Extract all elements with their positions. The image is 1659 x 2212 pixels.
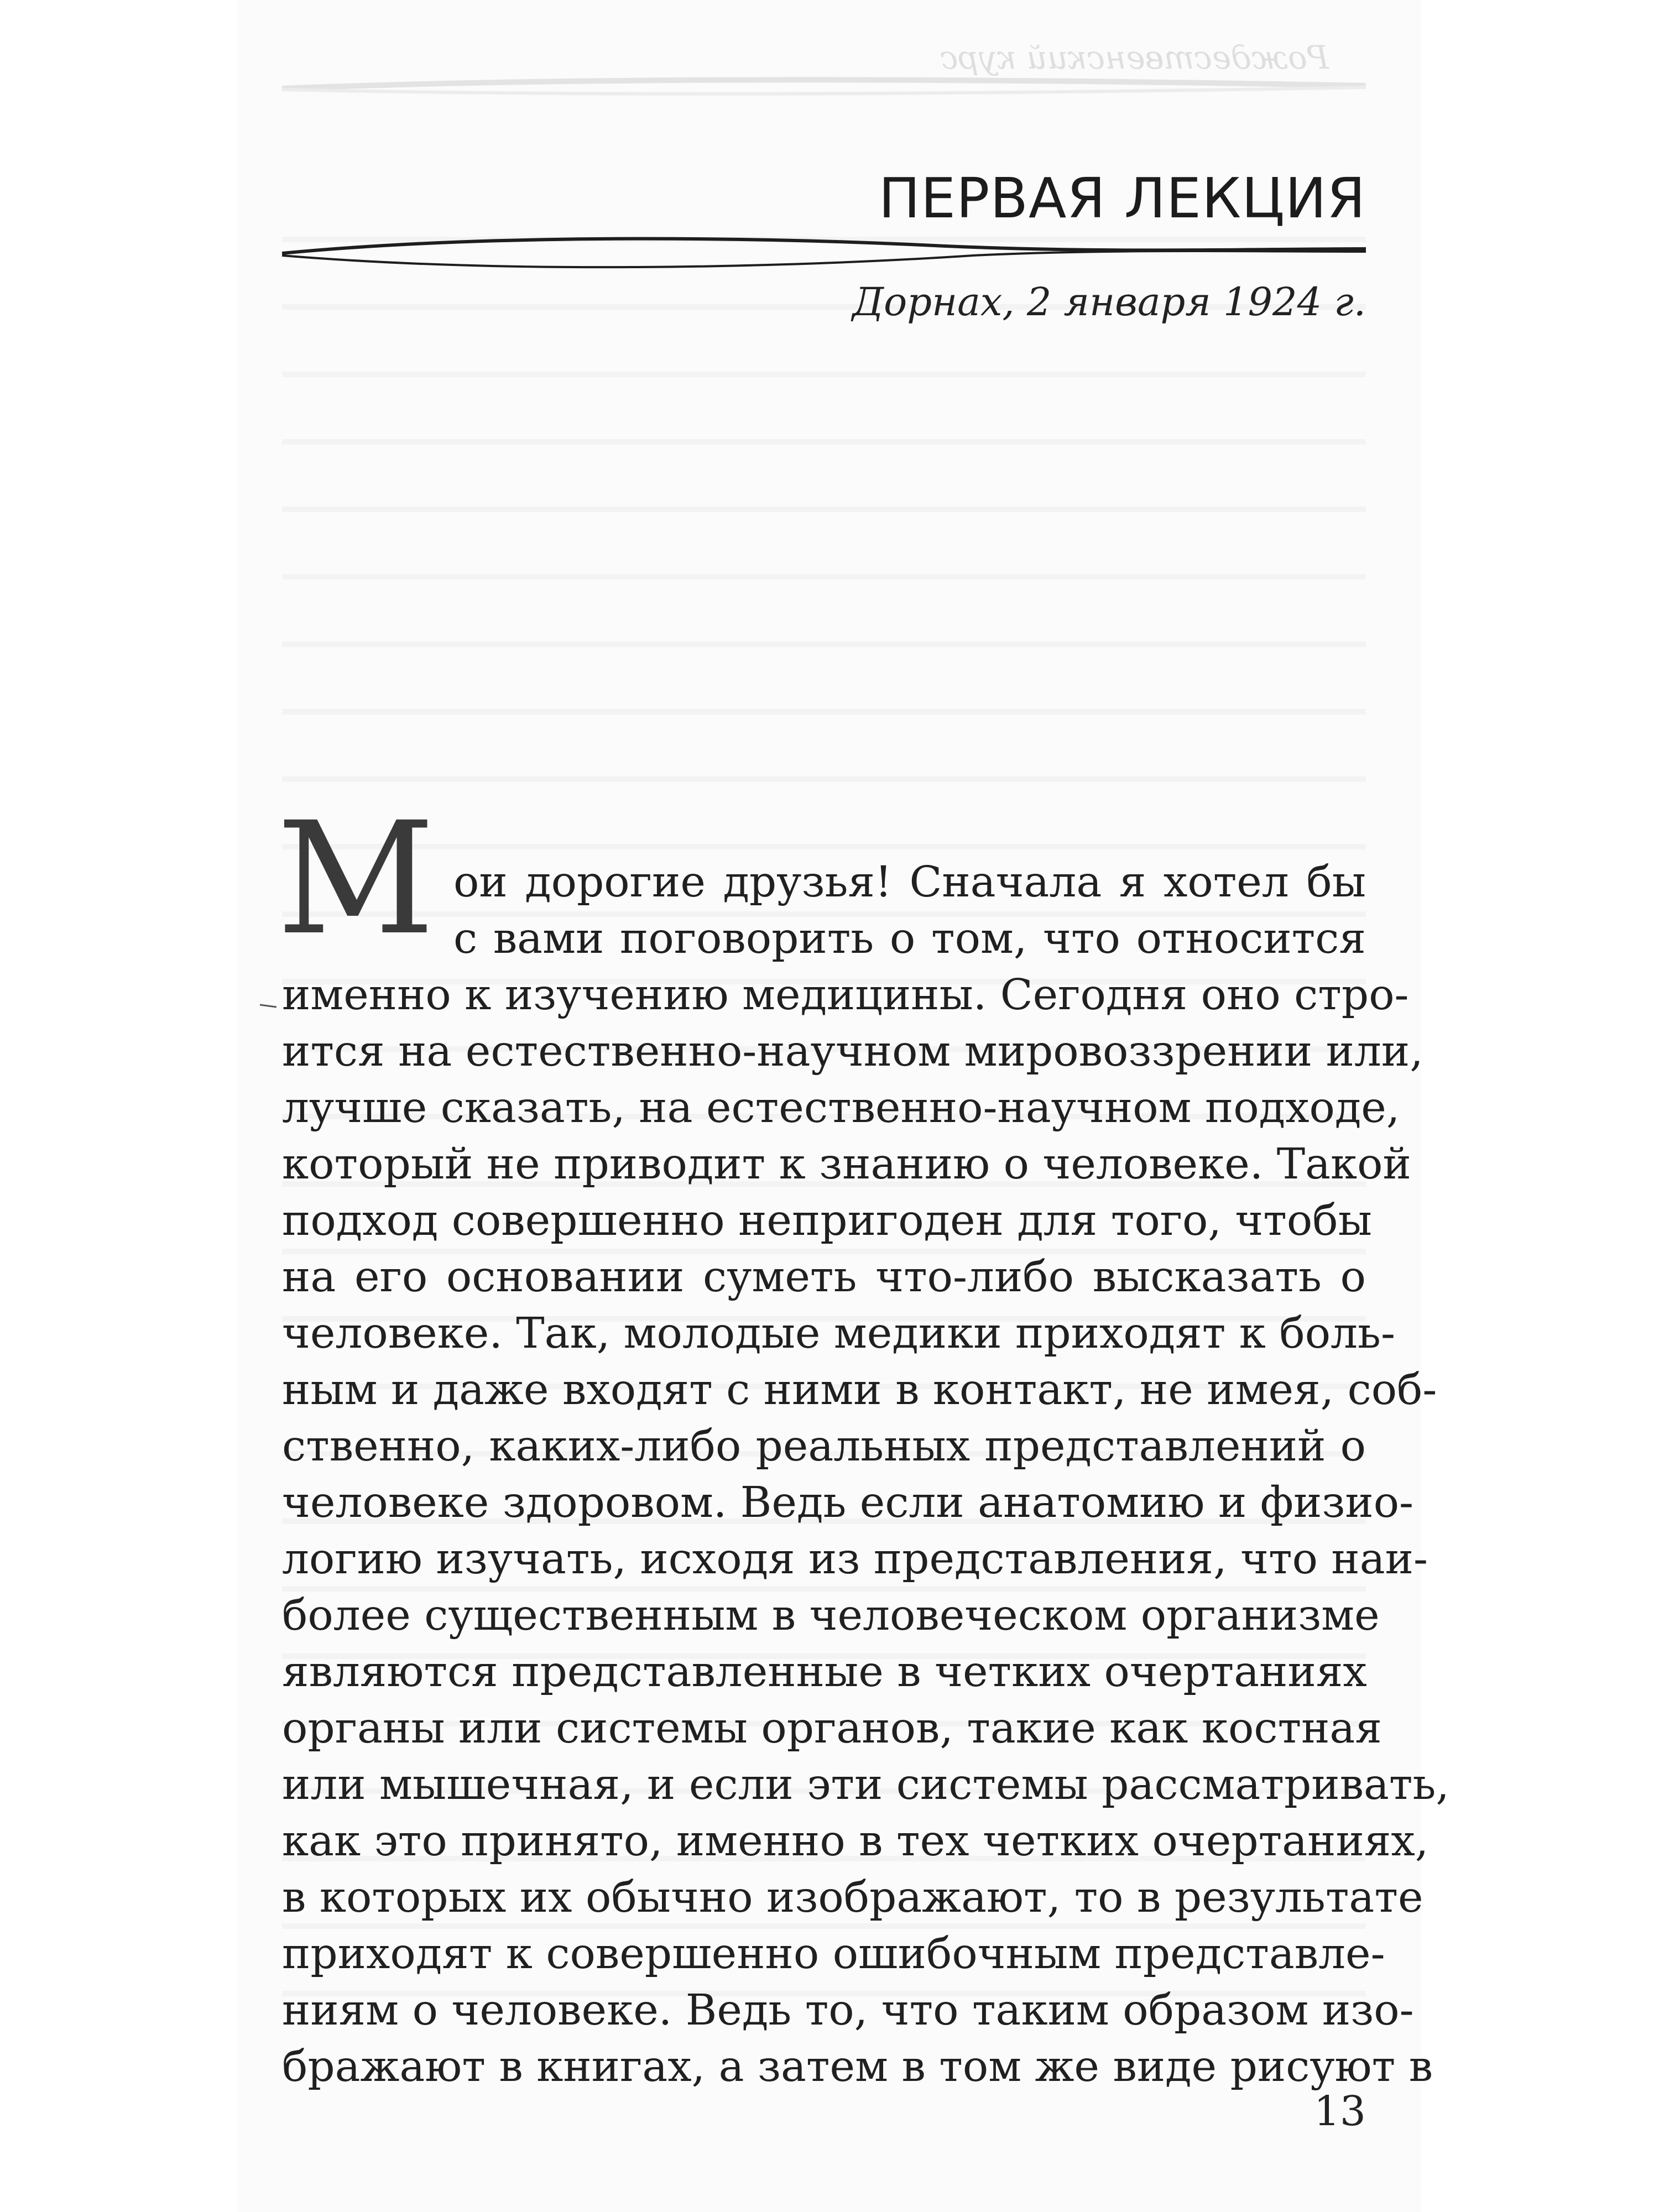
- chapter-title: ПЕРВАЯ ЛЕКЦИЯ: [878, 166, 1366, 231]
- running-head: Рождественский курс: [940, 39, 1329, 76]
- text-line: более существенным в человеческом организме: [282, 1591, 1380, 1640]
- text-line: ои дорогие друзья! Сначала я хотел бы: [453, 858, 1366, 907]
- text-line: в которых их обычно изображают, то в результате: [282, 1873, 1423, 1922]
- body-text: [282, 854, 1449, 2095]
- text-line: на его основании суметь что-либо высказать о: [282, 1253, 1366, 1302]
- text-line: или мышечная, и если эти системы рассматривать,: [282, 1760, 1449, 1809]
- stray-mark: [260, 1004, 276, 1008]
- text-line: человеке здоровом. Ведь если анатомию и физио-: [282, 1478, 1414, 1527]
- text-line: являются представленные в четких очертаниях: [282, 1647, 1367, 1697]
- text-line: приходят к совершенно ошибочным представле-: [282, 1929, 1385, 1979]
- text-line: логию изучать, исходя из представления, что наи-: [282, 1535, 1428, 1584]
- lecture-place-date: Дорнах, 2 января 1924 г.: [852, 279, 1366, 325]
- text-line: подход совершенно непригоден для того, чтобы: [282, 1196, 1372, 1245]
- text-line: ится на естественно-научном мировоззрении или,: [282, 1027, 1423, 1076]
- text-line: бражают в книгах, а затем в том же виде рисуют в: [282, 2042, 1433, 2091]
- text-line: органы или системы органов, такие как костная: [282, 1704, 1382, 1753]
- text-line: как это принято, именно в тех четких очертаниях,: [282, 1817, 1429, 1866]
- header-ornament: [282, 55, 1366, 111]
- text-line: ственно, каких-либо реальных представлений о: [282, 1422, 1366, 1471]
- text-line: лучше сказать, на естественно-научном подходе,: [282, 1083, 1400, 1133]
- drop-cap: М: [276, 789, 435, 969]
- text-line: который не приводит к знанию о человеке. Такой: [282, 1140, 1411, 1189]
- text-line: с вами поговорить о том, что относится: [453, 914, 1366, 963]
- page-number: 13: [1313, 2088, 1366, 2135]
- text-line: человеке. Так, молодые медики приходят к боль-: [282, 1309, 1395, 1358]
- text-line: именно к изучению медицины. Сегодня оно стро-: [282, 971, 1409, 1020]
- text-line: ниям о человеке. Ведь то, что таким образом изо-: [282, 1986, 1414, 2035]
- title-ornament-rule: [282, 221, 1366, 288]
- text-line: ным и даже входят с ними в контакт, не имея, соб-: [282, 1365, 1437, 1415]
